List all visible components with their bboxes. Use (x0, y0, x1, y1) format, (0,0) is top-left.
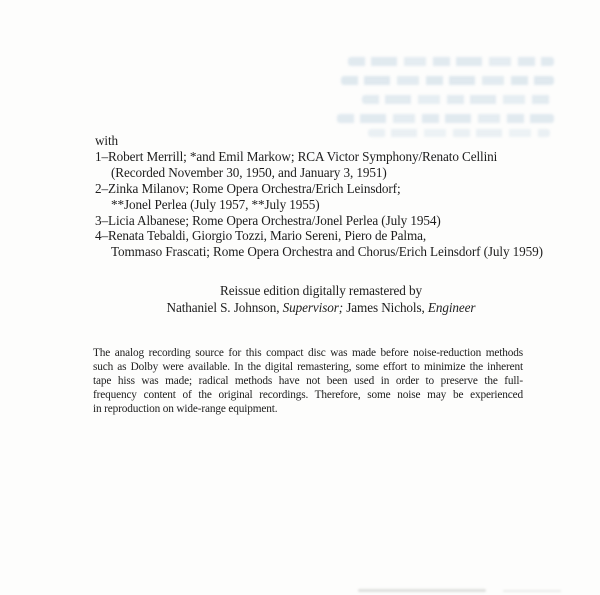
engineer-role: Engineer (427, 300, 476, 315)
notice-line: tape hiss was made; radical methods have not been used in order to preserve the full- (93, 375, 523, 387)
credit-line-2: 2–Zinka Milanov; Rome Opera Orchestra/Erich Leinsdorf; (95, 180, 401, 196)
scan-artifact (358, 589, 486, 592)
scan-artifact (503, 590, 561, 592)
remaster-personnel (96, 299, 546, 316)
supervisor-name: Nathaniel S. Johnson, (166, 300, 283, 315)
engineer-name: James Nichols, (343, 300, 428, 315)
credit-line-1: 1–Robert Merrill; *and Emil Markow; RCA Victor Symphony/Renato Cellini (95, 148, 498, 164)
credit-line-2-continued: **Jonel Perlea (July 1957, **July 1955) (111, 196, 320, 212)
notice-line: The analog recording source for this compact disc was made before noise-reduction methods (93, 347, 523, 359)
remaster-credit-section (96, 282, 546, 316)
notice-line: such as Dolby were available. In the digital remastering, some effort to minimize the inherent (93, 361, 523, 373)
showthrough-line (337, 114, 554, 123)
credits-intro: with (95, 133, 119, 148)
credit-line-3: 3–Licia Albanese; Rome Opera Orchestra/Jonel Perlea (July 1954) (95, 212, 441, 228)
credit-line-4: 4–Renata Tebaldi, Giorgio Tozzi, Mario Sereni, Piero de Palma, (95, 228, 427, 244)
showthrough-line (341, 76, 554, 85)
credit-line-1-continued: (Recorded November 30, 1950, and January 3, 1951) (111, 164, 387, 180)
supervisor-role: Supervisor; (282, 300, 344, 315)
notice-line: frequency content of the original recordings. Therefore, some noise may be experienced (93, 389, 523, 401)
noise-notice-paragraph (93, 346, 523, 416)
remaster-heading: Reissue edition digitally remastered by (220, 283, 422, 298)
notice-line: in reproduction on wide-range equipment. (93, 403, 278, 415)
showthrough-line (362, 95, 551, 104)
showthrough-line (348, 57, 554, 66)
performer-credits-section (95, 133, 543, 260)
credit-line-4-continued: Tommaso Frascati; Rome Opera Orchestra and Chorus/Erich Leinsdorf (July 1959) (111, 244, 543, 260)
